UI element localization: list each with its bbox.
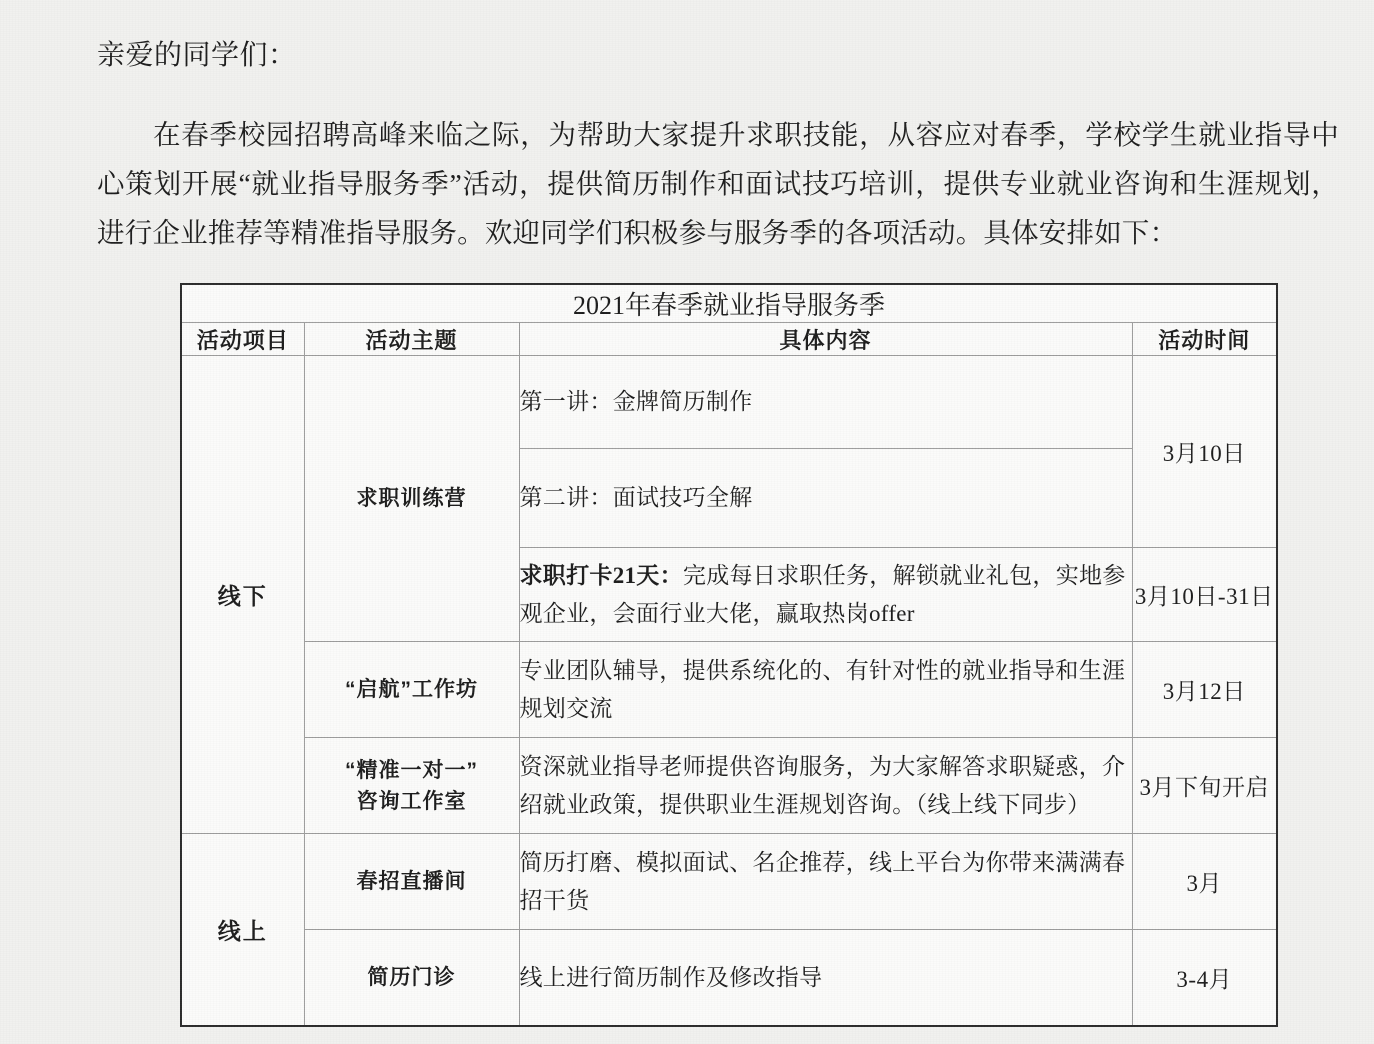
table-row — [181, 738, 1277, 834]
theme-cell-one-on-one-studio — [304, 738, 519, 834]
time-cell-march: 3月 — [1132, 834, 1277, 930]
column-header-activity-time: 活动时间 — [1132, 323, 1277, 356]
schedule-table — [180, 283, 1278, 1027]
column-header-activity-theme: 活动主题 — [304, 323, 519, 356]
theme-cell-qihang-workshop: “启航”工作坊 — [304, 642, 519, 738]
table-row — [181, 930, 1277, 1027]
table-row — [181, 642, 1277, 738]
table-row — [181, 356, 1277, 449]
salutation: 亲爱的同学们： — [97, 40, 297, 71]
content-cell-qihang-workshop: 专业团队辅导，提供系统化的、有针对性的就业指导和生涯规划交流 — [519, 642, 1132, 738]
table-row — [181, 834, 1277, 930]
category-cell-online: 线上 — [181, 834, 304, 1027]
content-text: 完成每日求职任务，解锁就业礼包，实地参观企业，会面行业大佬，赢取热岗offer — [519, 562, 1126, 626]
content-cell-one-on-one-studio: 资深就业指导老师提供咨询服务，为大家解答求职疑惑，介绍就业政策，提供职业生涯规划咨询。（线上线下同步） — [519, 738, 1132, 834]
column-header-details: 具体内容 — [519, 323, 1132, 356]
theme-cell-resume-clinic: 简历门诊 — [304, 930, 519, 1027]
time-cell-march-april: 3-4月 — [1132, 930, 1277, 1027]
time-cell-march-12: 3月12日 — [1132, 642, 1277, 738]
theme-cell-spring-livestream: 春招直播间 — [304, 834, 519, 930]
theme-line-1: “精准一对一” — [345, 758, 478, 782]
table-caption: 2021年春季就业指导服务季 — [181, 284, 1277, 323]
theme-cell-bootcamp: 求职训练营 — [304, 356, 519, 642]
time-cell-march-10: 3月10日 — [1132, 356, 1277, 548]
table-header-row — [181, 323, 1277, 356]
content-cell-21-day-challenge — [519, 548, 1132, 642]
time-cell-march-10-31: 3月10日-31日 — [1132, 548, 1277, 642]
content-cell-spring-livestream: 简历打磨、模拟面试、名企推荐，线上平台为你带来满满春招干货 — [519, 834, 1132, 930]
schedule-table-wrapper — [180, 283, 1276, 1027]
theme-line-2: 咨询工作室 — [356, 789, 467, 813]
content-cell-resume-clinic: 线上进行简历制作及修改指导 — [519, 930, 1132, 1027]
table-caption-row — [181, 284, 1277, 323]
column-header-activity-item: 活动项目 — [181, 323, 304, 356]
content-emphasis: 求职打卡21天： — [519, 562, 683, 588]
content-cell-lecture-1: 第一讲：金牌简历制作 — [519, 356, 1132, 449]
time-cell-late-march: 3月下旬开启 — [1132, 738, 1277, 834]
intro-paragraph: 在春季校园招聘高峰来临之际，为帮助大家提升求职技能，从容应对春季，学校学生就业指导中心策划开展“就业指导服务季”活动，提供简历制作和面试技巧培训，提供专业就业咨询和生涯规划，进行企业推荐等精准指导服务。欢迎同学们积极参与服务季的各项活动。具体安排如下： — [97, 119, 1339, 248]
content-cell-lecture-2: 第二讲：面试技巧全解 — [519, 449, 1132, 548]
category-cell-offline: 线下 — [181, 356, 304, 834]
